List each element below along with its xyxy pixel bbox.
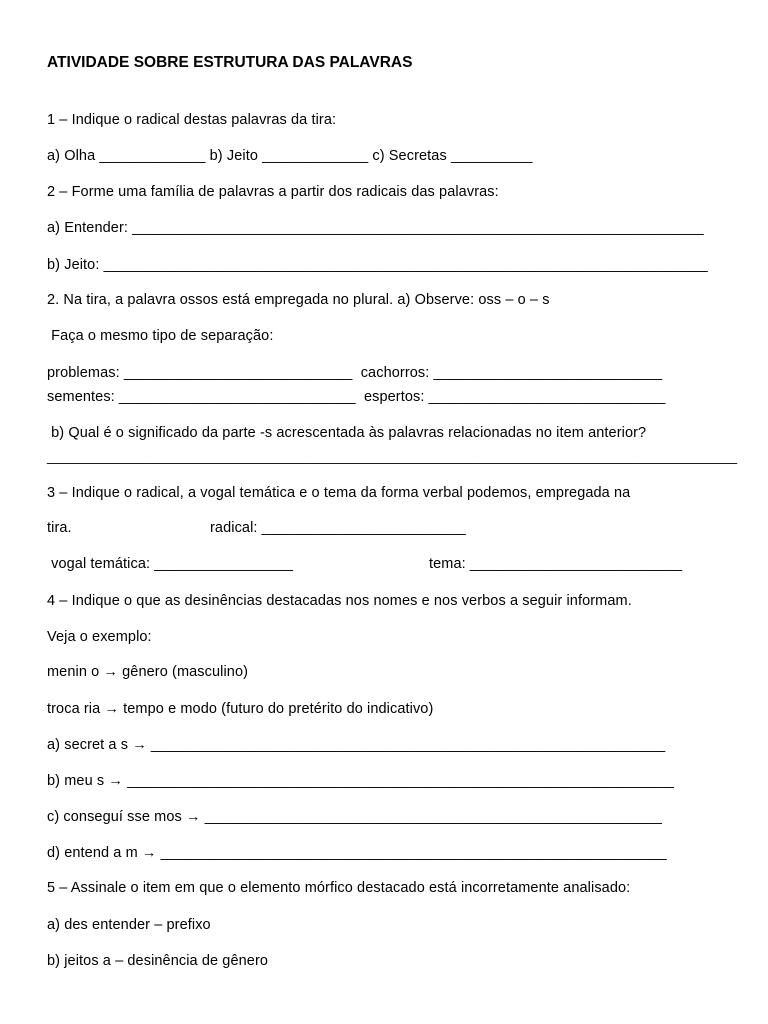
q5-prompt: 5 – Assinale o item em que o elemento mórfico destacado está incorretamente analisado: (47, 880, 631, 896)
q2b-instruction: Faça o mesmo tipo de separação: (47, 328, 274, 344)
q4-item-a: a) secret a s → _______________________________________________________________ (47, 737, 666, 753)
q5-item-a: a) des entender – prefixo (47, 917, 211, 933)
q2b-row-1: problemas: ____________________________ cachorros: ____________________________ (47, 365, 663, 381)
q4-example-1: menin o → gênero (masculino) (47, 664, 249, 680)
q2b-prompt: 2. Na tira, a palavra ossos está empregada no plural. a) Observe: oss – o – s (47, 292, 550, 308)
q4-item-b: b) meu s → ___________________________________________________________________ (47, 773, 675, 789)
q4-example-2: troca ria → tempo e modo (futuro do pretérito do indicativo) (47, 701, 434, 717)
q1-prompt: 1 – Indique o radical destas palavras da tira: (47, 112, 337, 128)
q1-answer-line: a) Olha _____________ b) Jeito _____________ c) Secretas __________ (47, 148, 533, 164)
q4-item-d: d) entend a m → ______________________________________________________________ (47, 845, 667, 861)
q4-intro: Veja o exemplo: (47, 629, 152, 645)
q3-vogal-field: vogal temática: _________________ (47, 556, 294, 572)
page-title: ATIVIDADE SOBRE ESTRUTURA DAS PALAVRAS (47, 54, 413, 71)
q5-item-b: b) jeitos a – desinência de gênero (47, 953, 269, 969)
q2-prompt: 2 – Forme uma família de palavras a partir dos radicais das palavras: (47, 184, 499, 200)
q2-item-a: a) Entender: ______________________________________________________________________ (47, 220, 704, 236)
q2b-item-b-answer-line: ______________________________________________________________________________________ (47, 449, 738, 465)
q3-tema-field: tema: __________________________ (429, 556, 683, 572)
q3-radical-field: radical: _________________________ (210, 520, 466, 536)
q2-item-b: b) Jeito: __________________________________________________________________________ (47, 257, 708, 273)
q4-prompt: 4 – Indique o que as desinências destacadas nos nomes e nos verbos a seguir informam. (47, 593, 632, 609)
q3-tira: tira. (47, 520, 72, 536)
q2b-item-b-question: b) Qual é o significado da parte -s acrescentada às palavras relacionadas no item anterior? (47, 425, 647, 441)
q3-prompt: 3 – Indique o radical, a vogal temática e o tema da forma verbal podemos, empregada na (47, 485, 631, 501)
q2b-row-2: sementes: _____________________________ espertos: _____________________________ (47, 389, 666, 405)
q4-item-c: c) conseguí sse mos → ________________________________________________________ (47, 809, 662, 825)
